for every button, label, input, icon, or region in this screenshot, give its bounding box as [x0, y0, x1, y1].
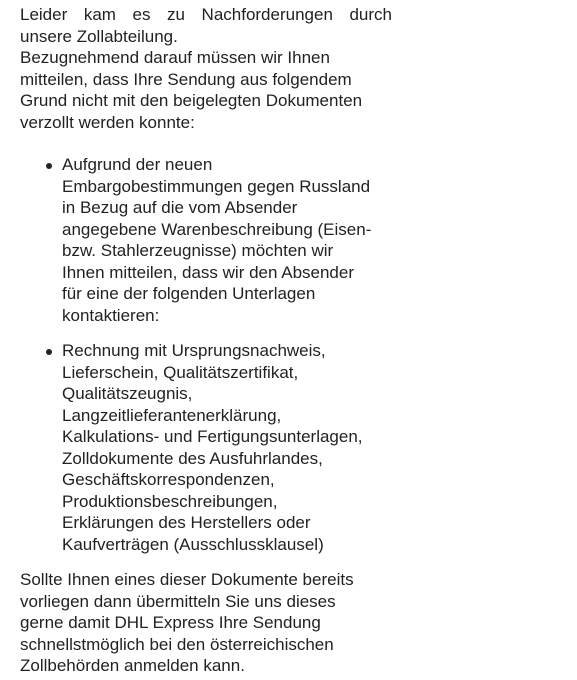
list-item-line: Kalkulations- und Fertigungsunterlagen,	[62, 427, 363, 446]
intro-line: verzollt werden konnte:	[20, 112, 195, 132]
list-item	[20, 340, 392, 555]
closing-line: Zollbehörden anmelden kann.	[20, 656, 245, 675]
bullet-icon	[46, 163, 52, 169]
list-item-line: Zolldokumente des Ausfuhrlandes,	[62, 448, 323, 468]
closing-line: Sollte Ihnen eines dieser Dokumente bereits	[20, 570, 354, 589]
list-item-line: Qualitätszeugnis,	[62, 384, 193, 403]
bullet-icon	[46, 349, 52, 355]
intro-paragraph	[20, 4, 392, 133]
intro-line: mitteilen, dass Ihre Sendung aus folgendem	[20, 69, 352, 89]
list-item-line: Lieferschein, Qualitätszertifikat,	[62, 362, 299, 382]
list-item-line: bzw. Stahlerzeugnisse) möchten wir	[62, 241, 334, 260]
intro-line: unsere Zollabteilung.	[20, 26, 178, 46]
list-item-line: kontaktieren:	[62, 305, 160, 325]
list-item	[20, 154, 392, 326]
intro-line: Bezugnehmend darauf müssen wir Ihnen	[20, 48, 330, 67]
list-item-line: Produktionsbeschreibungen,	[62, 491, 278, 511]
list-item-line: Ihnen mitteilen, dass wir den Absender	[62, 262, 355, 282]
list-item-line: Aufgrund der neuen	[62, 155, 213, 174]
closing-line: gerne damit DHL Express Ihre Sendung	[20, 613, 321, 632]
list-item-line: Embargobestimmungen gegen Russland	[62, 176, 371, 196]
intro-line: Grund nicht mit den beigelegten Dokumenten	[20, 91, 363, 110]
list-item-line: Erklärungen des Herstellers oder	[62, 513, 311, 532]
list-item-line: in Bezug auf die vom Absender	[62, 198, 298, 217]
list-item-line: angegebene Warenbeschreibung (Eisen-	[62, 219, 372, 239]
list-item-line: Langzeitlieferantenerklärung,	[62, 405, 282, 425]
intro-line: Leider kam es zu Nachforderungen durch	[20, 5, 392, 24]
list-item-line: Rechnung mit Ursprungsnachweis,	[62, 341, 326, 360]
message-body	[20, 4, 392, 677]
closing-line: vorliegen dann übermitteln Sie uns dieses	[20, 591, 336, 611]
list-item-line: Kaufverträgen (Ausschlussklausel)	[62, 534, 324, 554]
closing-paragraph	[20, 569, 392, 677]
list-item-line: Geschäftskorrespondenzen,	[62, 470, 275, 489]
closing-line: schnellstmöglich bei den österreichischen	[20, 634, 334, 654]
requirements-list	[20, 154, 392, 555]
list-item-line: für eine der folgenden Unterlagen	[62, 284, 316, 303]
